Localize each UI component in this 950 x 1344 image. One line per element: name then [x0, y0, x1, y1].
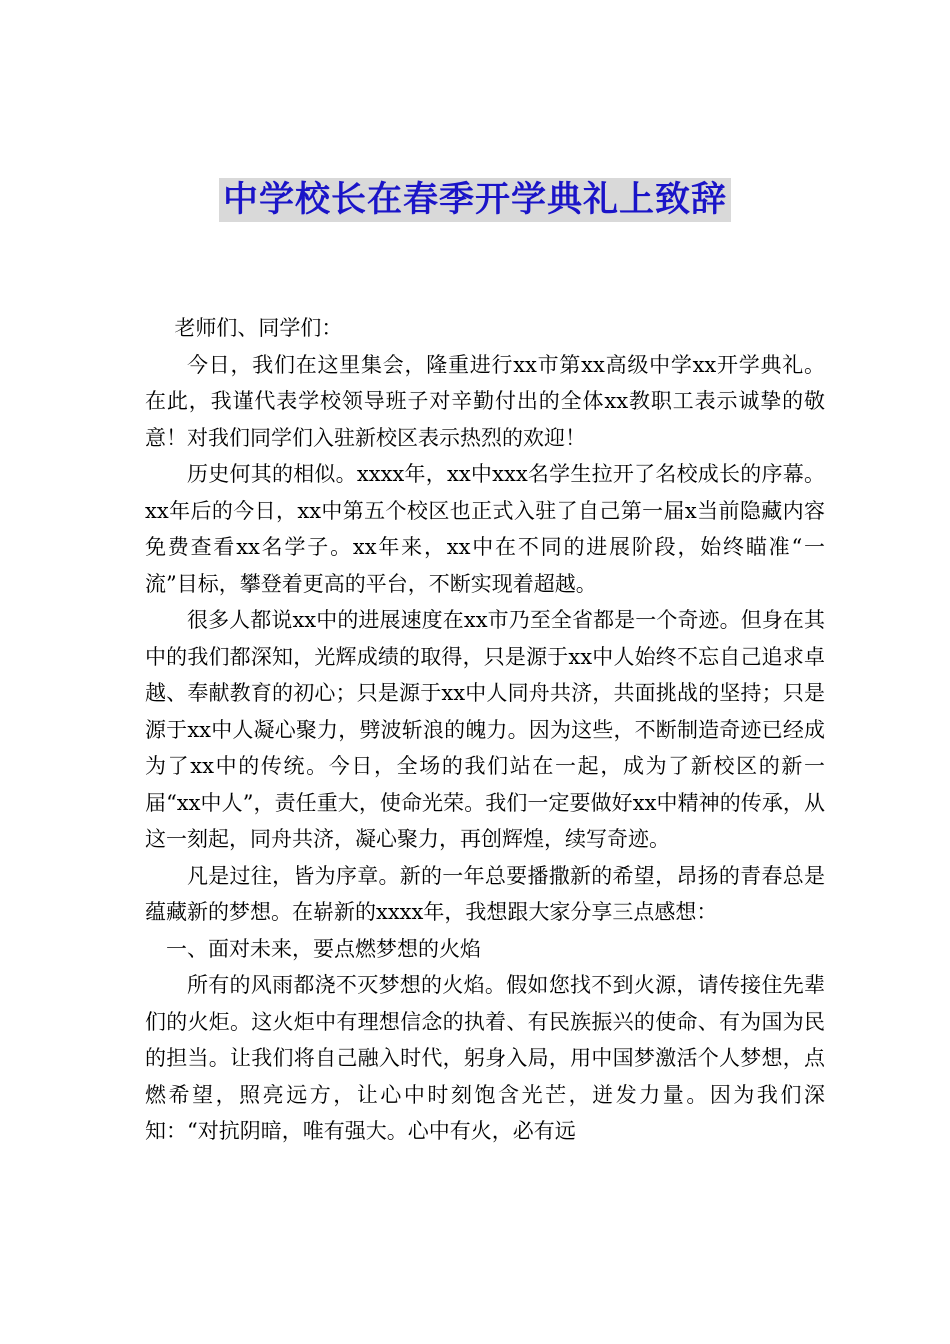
document-title: 中学校长在春季开学典礼上致辞 — [219, 178, 731, 222]
title-container — [0, 178, 950, 222]
salutation: 老师们、同学们： — [174, 316, 343, 340]
document-body — [145, 310, 825, 1150]
paragraph-1: 今日，我们在这里集会，隆重进行xx市第xx高级中学xx开学典礼。在此，我谨代表学校领导班子对辛勤付出的全体xx教职工表示诚挚的敬意！对我们同学们入驻新校区表示热烈的欢迎！ — [145, 352, 825, 450]
paragraph-5: 所有的风雨都浇不灭梦想的火焰。假如您找不到火源，请传接住先辈们的火炬。这火炬中有理想信念的执着、有民族振兴的使命、有为国为民的担当。让我们将自己融入时代，躬身入局，用中国梦激活个人梦想，点燃希望，照亮远方，让心中时刻饱含光芒，迸发力量。因为我们深知：“对抗阴暗，唯有强大。心中有火，必有远 — [145, 973, 825, 1143]
section-heading-1: 一、面对未来，要点燃梦想的火焰 — [166, 936, 481, 961]
paragraph-2: 历史何其的相似。xxxx年，xx中xxx名学生拉开了名校成长的序幕。xx年后的今日，xx中第五个校区也正式入驻了自己第一届x当前隐藏内容免费查看xx名学子。xx年来，xx中在不同的进展阶段，始终瞄准“一流”目标，攀登着更高的平台，不断实现着超越。 — [145, 462, 825, 596]
paragraph-3: 很多人都说xx中的进展速度在xx市乃至全省都是一个奇迹。但身在其中的我们都深知，光辉成绩的取得，只是源于xx中人始终不忘自己追求卓越、奉献教育的初心；只是源于xx中人同舟共济，共面挑战的坚持；只是源于xx中人凝心聚力，劈波斩浪的魄力。因为这些，不断制造奇迹已经成为了xx中的传统。今日，全场的我们站在一起，成为了新校区的新一届“xx中人”，责任重大，使命光荣。我们一定要做好xx中精神的传承，从这一刻起，同舟共济，凝心聚力，再创辉煌，续写奇迹。 — [145, 608, 825, 851]
paragraph-4: 凡是过往，皆为序章。新的一年总要播撒新的希望，昂扬的青春总是蕴藏新的梦想。在崭新的xxxx年，我想跟大家分享三点感想： — [145, 863, 825, 924]
